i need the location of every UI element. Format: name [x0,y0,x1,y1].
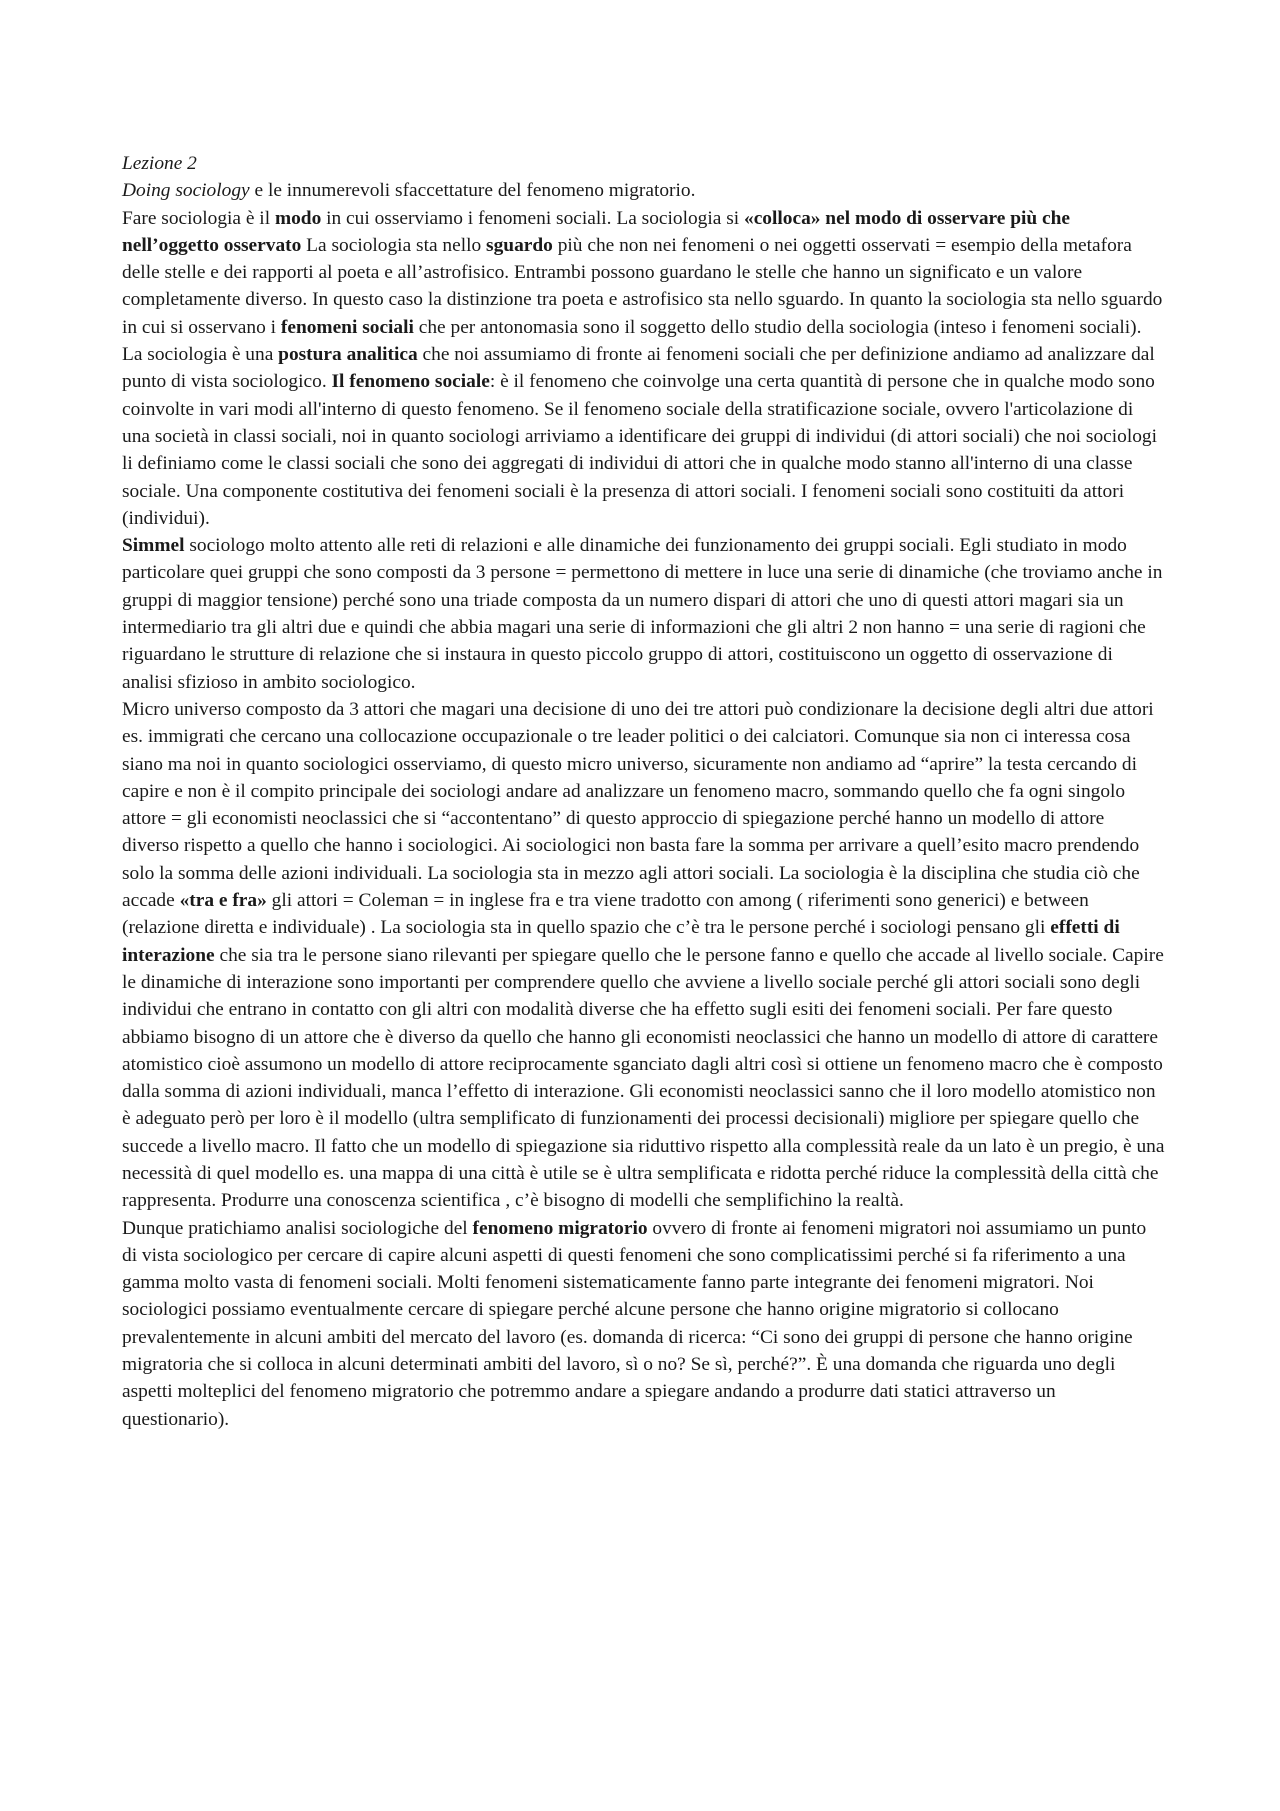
paragraph-simmel: Simmel sociologo molto attento alle reti di relazioni e alle dinamiche dei funzionamento dei gruppi sociali. Egli studiato in modo particolare quei gruppi che sono composti da 3 persone = permettono di mettere in luce una serie di dinamiche (che troviamo anche in gruppi di maggior tensione) perché sono una triade composta da un numero dispari di attori che uno di questi attori magari sia un intermediario tra gli altri due e quindi che abbia magari una serie di informazioni che gli altri 2 non hanno = una serie di ragioni che riguardano le strutture di relazione che si instaura in questo piccolo gruppo di attori, costituiscono un oggetto di osservazione di analisi sfizioso in ambito sociologico. [122,535,1163,693]
subtitle-italic: Doing sociology [122,180,250,202]
lesson-subtitle [122,177,1166,204]
lesson-title: Lezione 2 [122,153,197,174]
document-page [122,150,1166,1433]
paragraph-doing-sociology: Fare sociologia è il modo in cui osserviamo i fenomeni sociali. La sociologia si «colloca» nel modo di osservare più che nell’oggetto osservato La sociologia sta nello sguardo più che non nei fenomeni o nei oggetti osservati = esempio della metafora delle stelle e dei rapporti al poeta e all’astrofisico. Entrambi possono guardano le stelle che hanno un significato e un valore completamente diverso. In questo caso la distinzione tra poeta e astrofisico sta nello sguardo. In quanto la sociologia sta nello sguardo in cui si osservano i fenomeni sociali che per antonomasia sono il soggetto dello studio della sociologia (inteso i fenomeni sociali). La sociologia è una postura analitica che noi assumiamo di fronte ai fenomeni sociali che per definizione andiamo ad analizzare dal punto di vista sociologico. Il fenomeno sociale: è il fenomeno che coinvolge una certa quantità di persone che in qualche modo sono coinvolte in vari modi all'interno di questo fenomeno. Se il fenomeno sociale della stratificazione sociale, ovvero l'articolazione di una società in classi sociali, noi in quanto sociologi arriviamo a identificare dei gruppi di individui (di attori sociali) che noi sociologi li definiamo come le classi sociali che sono dei aggregati di individui di attori che in qualche modo stanno all'interno di una classe sociale. Una componente costitutiva dei fenomeni sociali è la presenza di attori sociali. I fenomeni sociali sono costituiti da attori (individui). [122,207,1163,529]
paragraph-micro-universe: Micro universo composto da 3 attori che magari una decisione di uno dei tre attori può condizionare la decisione degli altri due attori es. immigrati che cercano una collocazione occupazionale o tre leader politici o dei calciatori. Comunque sia non ci interessa cosa siano ma noi in quanto sociologici osserviamo, di questo micro universo, sicuramente non andiamo ad “aprire” la testa cercando di capire e non è il compito principale dei sociologi andare ad analizzare un fenomeno macro, sommando quello che fa ogni singolo attore = gli economisti neoclassici che si “accontentano” di questo approccio di spiegazione perché hanno un modello di attore diverso rispetto a quello che hanno i sociologici. Ai sociologici non basta fare la somma per arrivare a quell’esito macro prendendo solo la somma delle azioni individuali. La sociologia sta in mezzo agli attori sociali. La sociologia è la disciplina che studia ciò che accade «tra e fra» gli attori = Coleman = in inglese fra e tra viene tradotto con among ( riferimenti sono generici) e between (relazione diretta e individuale) . La sociologia sta in quello spazio che c’è tra le persone perché i sociologi pensano gli effetti di interazione che sia tra le persone siano rilevanti per spiegare quello che le persone fanno e quello che accade al livello sociale. Capire le dinamiche di interazione sono importanti per comprendere quello che avviene a livello sociale perché gli attori sociali sono degli individui che entrano in contatto con gli altri con modalità diverse che ha effetto sugli esiti dei fenomeni sociali. Per fare questo abbiamo bisogno di un attore che è diverso da quello che hanno gli economisti neoclassici che hanno un modello di attore di carattere atomistico cioè assumono un modello di attore reciprocamente sganciato dagli altri così si ottiene un fenomeno macro che è composto dalla somma di azioni individuali, manca l’effetto di interazione. Gli economisti neoclassici sanno che il loro modello atomistico non è adeguato però per loro è il modello (ultra semplificato di funzionamenti dei processi decisionali) migliore per spiegare quello che succede a livello macro. Il fatto che un modello di spiegazione sia riduttivo rispetto alla complessità reale da un lato è un pregio, è una necessità di quel modello es. una mappa di una città è utile se è ultra semplificata e ridotta perché riduce la complessità della città che rappresenta. Produrre una conoscenza scientifica , c’è bisogno di modelli che semplifichino la realtà. [122,698,1165,1212]
paragraph-migration: Dunque pratichiamo analisi sociologiche del fenomeno migratorio ovvero di fronte ai fenomeni migratori noi assumiamo un punto di vista sociologico per cercare di capire alcuni aspetti di questi fenomeni che sono complicatissimi perché si fa riferimento a una gamma molto vasta di fenomeni sociali. Molti fenomeni sistematicamente fanno parte integrante dei fenomeni migratori. Noi sociologici possiamo eventualmente cercare di spiegare perché alcune persone che hanno origine migratorio si collocano prevalentemente in alcuni ambiti del mercato del lavoro (es. domanda di ricerca: “Ci sono dei gruppi di persone che hanno origine migratoria che si colloca in alcuni determinati ambiti del lavoro, sì o no? Se sì, perché?”. È una domanda che riguarda uno degli aspetti molteplici del fenomeno migratorio che potremmo andare a spiegare andando a produrre dati statici attraverso un questionario). [122,1217,1147,1430]
subtitle-rest: e le innumerevoli sfaccettature del fenomeno migratorio. [249,180,696,202]
